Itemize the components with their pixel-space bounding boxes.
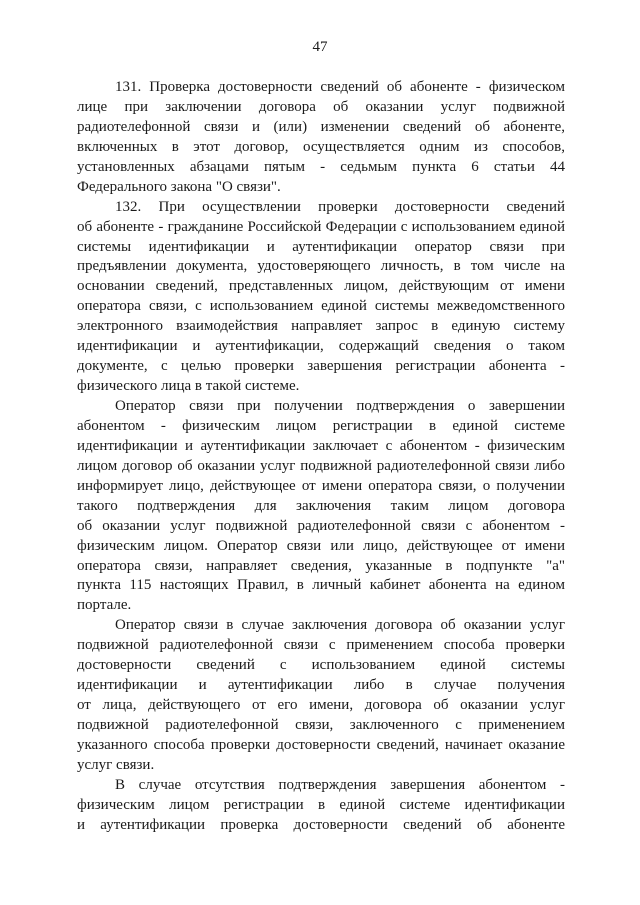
text-line: радиотелефонной связи и (или) изменении сведений об абоненте,	[77, 118, 565, 135]
text-line: основании сведений, представленных лицом, действующим от имени	[77, 278, 565, 295]
text-line: идентификации и аутентификации, содержащий сведения о таком	[77, 338, 565, 355]
text-line: от лица, действующего от его имени, договора об оказании услуг	[77, 697, 565, 714]
paragraph-no-confirmation	[77, 776, 565, 836]
text-line: физического лица в такой системе.	[77, 378, 300, 395]
text-line: идентификации и аутентификации либо в случае получения	[77, 677, 565, 694]
text-line: идентификации и аутентификации заключает с абонентом - физическим	[77, 437, 565, 454]
text-line: Оператор связи при получении подтверждения о завершении	[115, 398, 565, 414]
text-line: подвижной радиотелефонной связи с применением способа проверки	[77, 637, 565, 654]
paragraph-operator-contract	[77, 616, 565, 776]
text-line: физическим лицом. Оператор связи или лицо, действующее от имени	[77, 537, 565, 554]
text-line: оператора связи, направляет сведения, указанные в подпункте "а"	[77, 557, 565, 574]
page-number: 47	[312, 39, 328, 55]
text-line: установленных абзацами пятым - седьмым пункта 6 статьи 44	[77, 158, 565, 175]
text-line: достоверности сведений с использованием единой системы	[77, 657, 565, 674]
text-line: и аутентификации проверка достоверности сведений об абоненте	[77, 816, 565, 833]
text-line: об оказании услуг подвижной радиотелефонной связи с абонентом -	[77, 517, 565, 534]
text-line: В случае отсутствия подтверждения завершения абонентом -	[115, 776, 565, 793]
text-line: физическим лицом регистрации в единой системе идентификации	[77, 796, 565, 813]
text-line: электронного взаимодействия направляет запрос в единую систему	[77, 318, 565, 335]
text-line: 131. Проверка достоверности сведений об абоненте - физическом	[115, 79, 565, 95]
text-line: включенных в этот договор, осуществляется одним из способов,	[77, 138, 565, 155]
text-line: документе, с целью проверки завершения регистрации абонента -	[77, 358, 565, 375]
text-line: предъявлении документа, удостоверяющего личность, в том числе на	[77, 258, 565, 275]
document-body	[77, 78, 565, 836]
text-line: лице при заключении договора об оказании услуг подвижной	[77, 98, 565, 115]
paragraph-operator-confirmation	[77, 397, 565, 616]
text-line: портале.	[77, 597, 132, 614]
text-line: информирует лицо, действующее от имени оператора связи, о получении	[77, 477, 565, 494]
text-line: абонентом - физическим лицом регистрации в единой системе	[77, 417, 565, 434]
text-line: услуг связи.	[77, 756, 155, 773]
text-line: пункта 115 настоящих Правил, в личный кабинет абонента на едином	[77, 577, 565, 594]
text-line: системы идентификации и аутентификации оператор связи при	[77, 238, 565, 255]
text-line: указанного способа проверки достоверности сведений, начинает оказание	[77, 736, 565, 753]
text-line: оператора связи, с использованием единой системы межведомственного	[77, 298, 565, 315]
text-line: об абоненте - гражданине Российской Федерации с использованием единой	[77, 218, 565, 235]
text-line: Оператор связи в случае заключения договора об оказании услуг	[115, 617, 565, 634]
text-line: такого подтверждения для заключения таким лицом договора	[77, 497, 565, 514]
paragraph-132	[77, 198, 565, 397]
text-line: лицом договор об оказании услуг подвижной радиотелефонной связи либо	[77, 457, 565, 474]
paragraph-131	[77, 78, 565, 198]
text-line: 132. При осуществлении проверки достоверности сведений	[115, 198, 565, 215]
text-line: Федерального закона "О связи".	[77, 178, 281, 195]
text-line: подвижной радиотелефонной связи, заключенного с применением	[77, 717, 565, 733]
